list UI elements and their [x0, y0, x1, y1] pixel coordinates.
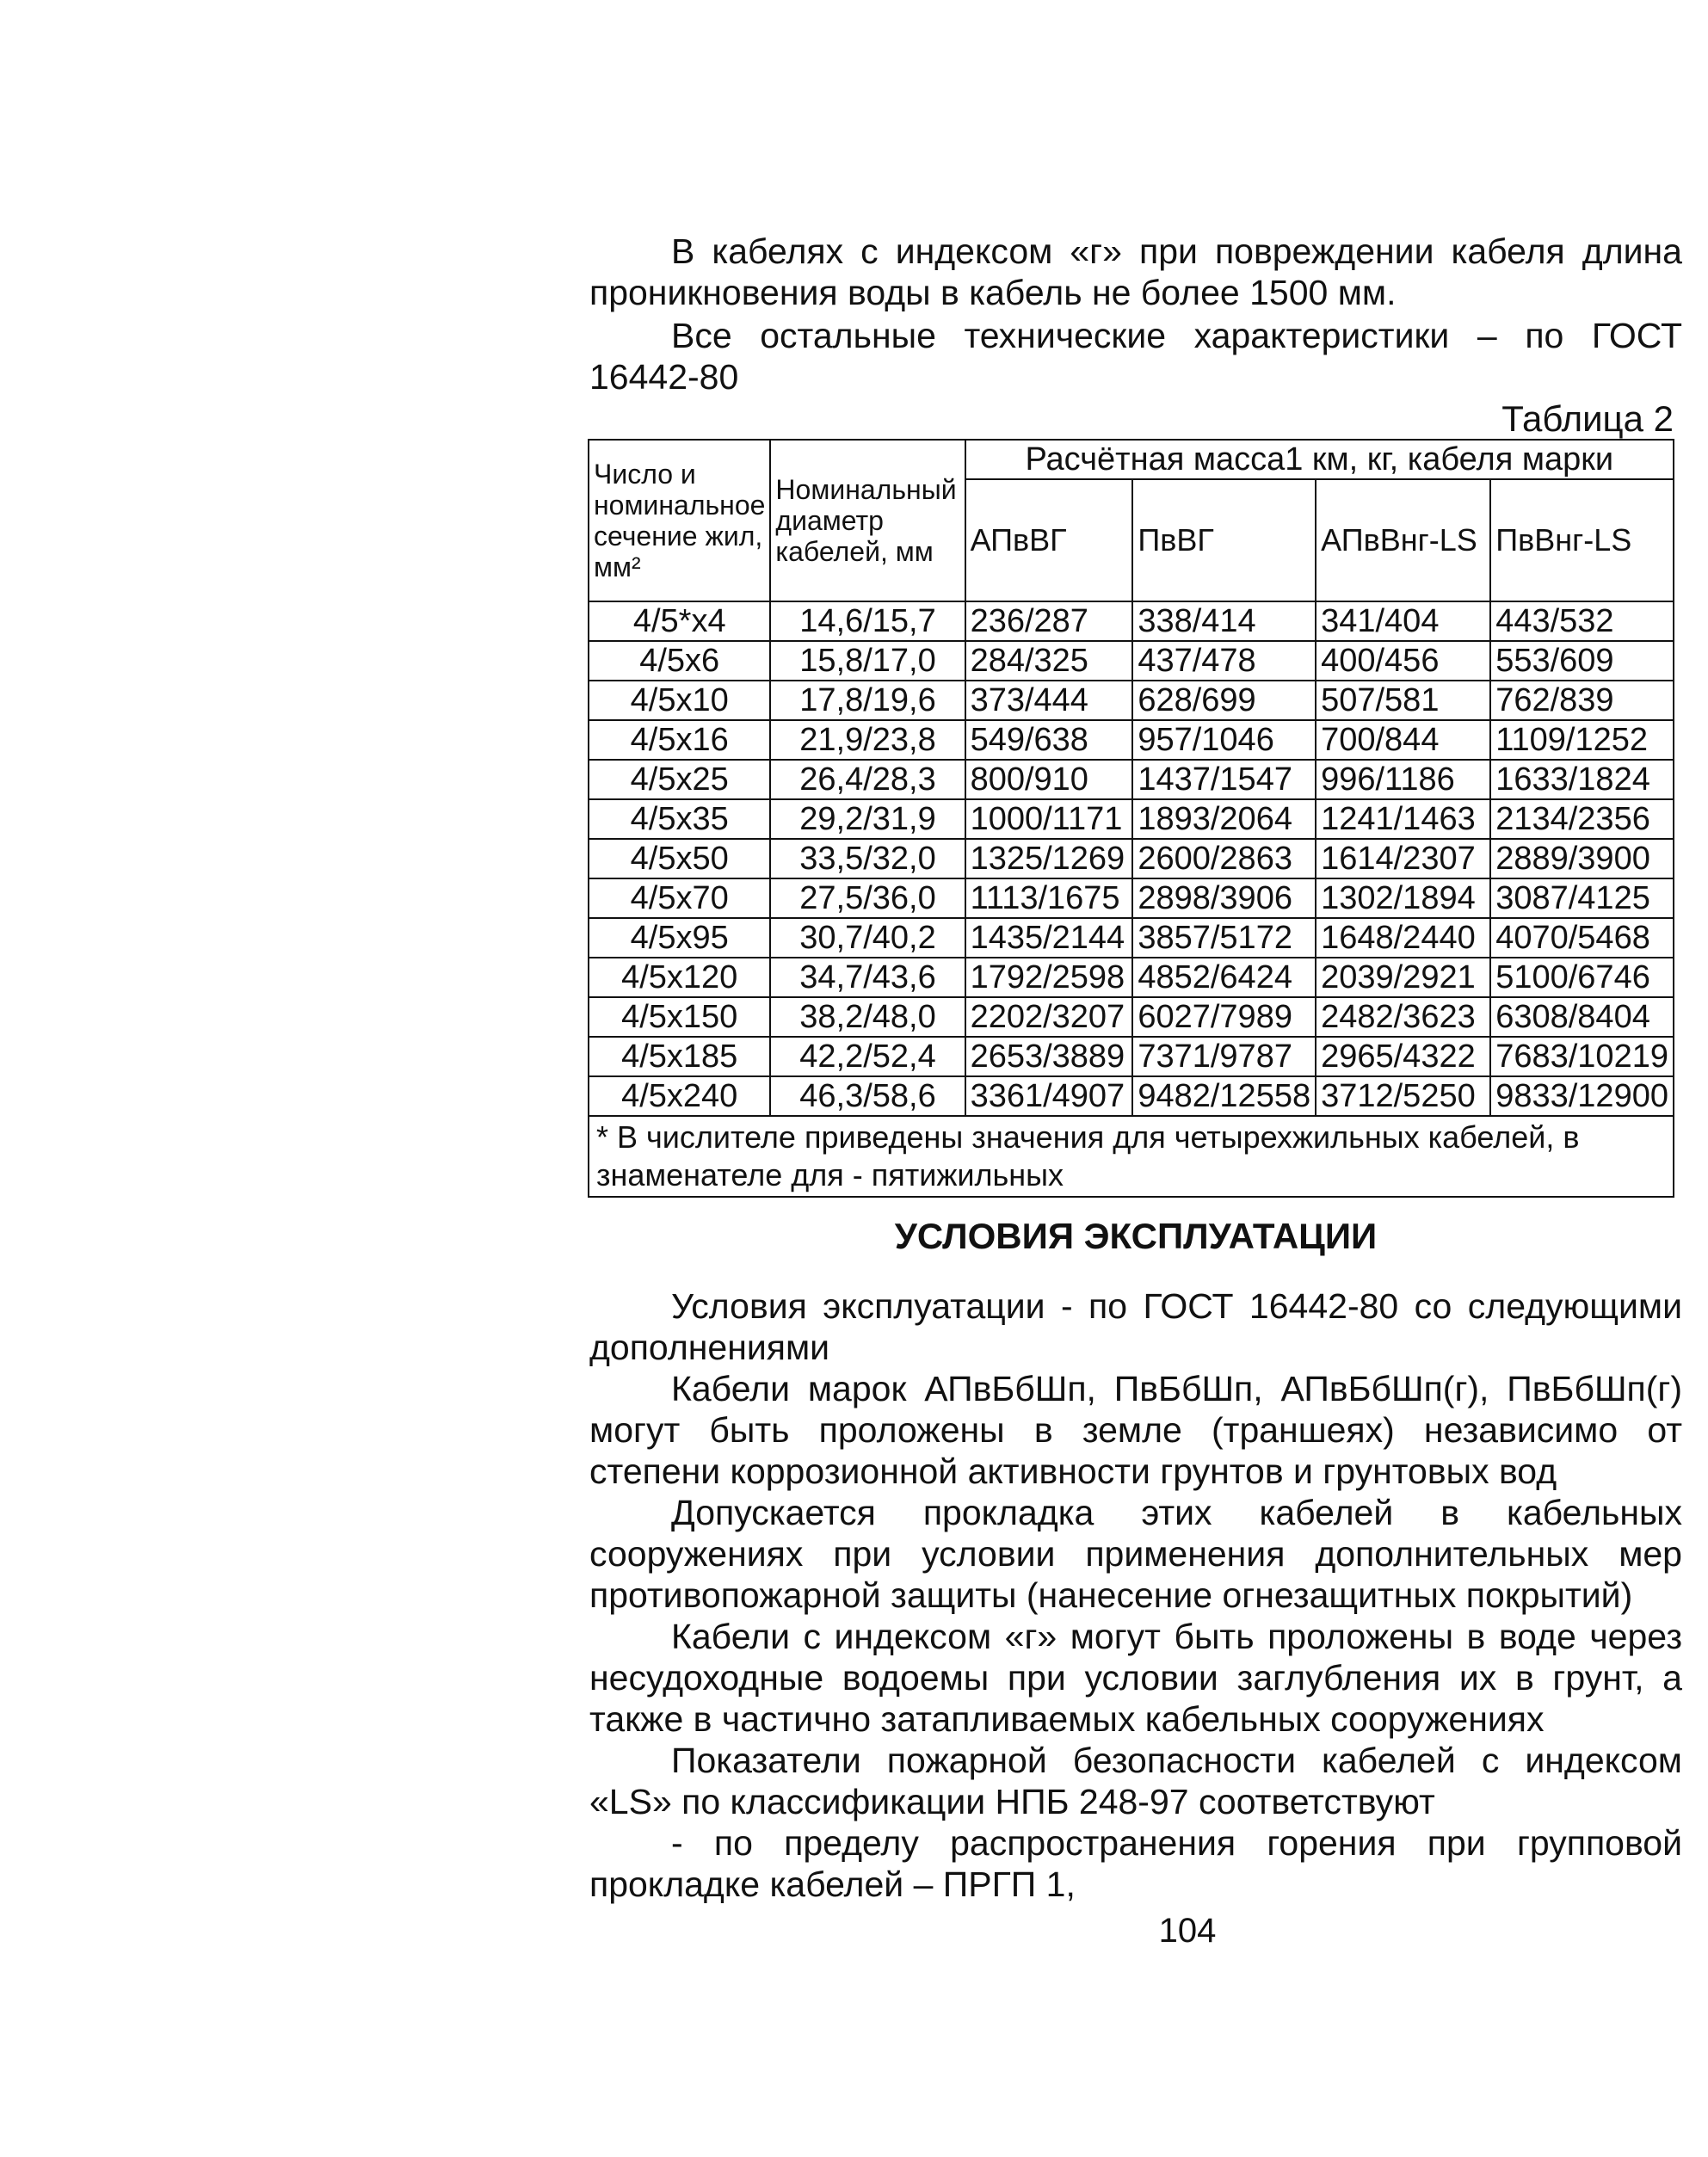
- section-paragraph: Кабели марок АПвБбШп, ПвБбШп, АПвБбШп(г), ПвБбШп(г) могут быть проложены в земле (траншеях) независимо от степени коррозионной активности грунтов и грунтовых вод: [589, 1369, 1682, 1491]
- intro-paragraph-gost: Все остальные технические характеристики – по ГОСТ 16442-80: [589, 316, 1682, 397]
- table-cell: 4/5x240: [589, 1076, 770, 1116]
- table-row: [589, 997, 1674, 1037]
- table-cell: 400/456: [1316, 641, 1490, 681]
- table-cell: 17,8/19,6: [770, 681, 965, 720]
- table-row: [589, 918, 1674, 958]
- table-cell: 4/5x25: [589, 760, 770, 799]
- table-row: [589, 799, 1674, 839]
- table-cell: 4/5x6: [589, 641, 770, 681]
- table-cell: 4/5x70: [589, 878, 770, 918]
- table-cell: 2965/4322: [1316, 1037, 1490, 1076]
- header-diameter: Номинальный диаметр кабелей, мм: [770, 440, 965, 601]
- table-cell: 1113/1675: [965, 878, 1133, 918]
- table-cell: 26,4/28,3: [770, 760, 965, 799]
- table-cell: 4/5*x4: [589, 601, 770, 641]
- table-cell: 1000/1171: [965, 799, 1133, 839]
- table-cell: 4/5x16: [589, 720, 770, 760]
- table-cell: 762/839: [1490, 681, 1674, 720]
- table-cell: 21,9/23,8: [770, 720, 965, 760]
- table-cell: 4/5x10: [589, 681, 770, 720]
- table-cell: 3857/5172: [1132, 918, 1316, 958]
- table-cell: 4/5x95: [589, 918, 770, 958]
- table-cell: 2600/2863: [1132, 839, 1316, 878]
- table-cell: 7683/10219: [1490, 1037, 1674, 1076]
- table-cell: 15,8/17,0: [770, 641, 965, 681]
- table-cell: 9833/12900: [1490, 1076, 1674, 1116]
- section-paragraph: Условия эксплуатации - по ГОСТ 16442-80 со следующими дополнениями: [589, 1286, 1682, 1367]
- header-brand: ПвВГ: [1132, 479, 1316, 601]
- table-cell: 2889/3900: [1490, 839, 1674, 878]
- table-cell: 29,2/31,9: [770, 799, 965, 839]
- table-cell: 9482/12558: [1132, 1076, 1316, 1116]
- table-row: [589, 1076, 1674, 1116]
- header-brand: ПвВнг-LS: [1490, 479, 1674, 601]
- table-caption: Таблица 2: [1501, 398, 1674, 439]
- table-row: [589, 681, 1674, 720]
- table-cell: 437/478: [1132, 641, 1316, 681]
- table-cell: 27,5/36,0: [770, 878, 965, 918]
- table-cell: 2482/3623: [1316, 997, 1490, 1037]
- table-cell: 4852/6424: [1132, 958, 1316, 997]
- table-cell: 1648/2440: [1316, 918, 1490, 958]
- cable-mass-table: [588, 439, 1674, 1198]
- table-row: [589, 839, 1674, 878]
- table-cell: 38,2/48,0: [770, 997, 965, 1037]
- table-cell: 284/325: [965, 641, 1133, 681]
- header-mass-group: Расчётная масса1 км, кг, кабеля марки: [965, 440, 1674, 479]
- table-cell: 373/444: [965, 681, 1133, 720]
- table-cell: 2202/3207: [965, 997, 1133, 1037]
- table-cell: 236/287: [965, 601, 1133, 641]
- table-cell: 800/910: [965, 760, 1133, 799]
- section-paragraph: Кабели с индексом «г» могут быть проложены в воде через несудоходные водоемы при условии заглубления их в грунт, а также в частично затапливаемых кабельных сооружениях: [589, 1617, 1682, 1739]
- table-cell: 4/5x185: [589, 1037, 770, 1076]
- table-cell: 6308/8404: [1490, 997, 1674, 1037]
- table-cell: 42,2/52,4: [770, 1037, 965, 1076]
- table-cell: 507/581: [1316, 681, 1490, 720]
- table-row: [589, 720, 1674, 760]
- table-cell: 341/404: [1316, 601, 1490, 641]
- table-cell: 1109/1252: [1490, 720, 1674, 760]
- header-brand: АПвВГ: [965, 479, 1133, 601]
- table-cell: 4/5x120: [589, 958, 770, 997]
- table-cell: 700/844: [1316, 720, 1490, 760]
- table-row: [589, 760, 1674, 799]
- header-cross-section: Число и номинальное сечение жил, мм²: [589, 440, 770, 601]
- section-paragraph: Показатели пожарной безопасности кабелей с индексом «LS» по классификации НПБ 248-97 соответствуют: [589, 1741, 1682, 1821]
- table-row: [589, 958, 1674, 997]
- table-cell: 3712/5250: [1316, 1076, 1490, 1116]
- section-paragraph: - по пределу распространения горения при групповой прокладке кабелей – ПРГП 1,: [589, 1823, 1682, 1904]
- table-cell: 34,7/43,6: [770, 958, 965, 997]
- table-cell: 46,3/58,6: [770, 1076, 965, 1116]
- table-cell: 549/638: [965, 720, 1133, 760]
- table-cell: 5100/6746: [1490, 958, 1674, 997]
- table-row: [589, 878, 1674, 918]
- table-cell: 2134/2356: [1490, 799, 1674, 839]
- table-cell: 4/5x150: [589, 997, 770, 1037]
- table-cell: 2653/3889: [965, 1037, 1133, 1076]
- table-cell: 1437/1547: [1132, 760, 1316, 799]
- table-cell: 1792/2598: [965, 958, 1133, 997]
- table-cell: 3361/4907: [965, 1076, 1133, 1116]
- page-number: 104: [1158, 1912, 1217, 1950]
- table-cell: 1302/1894: [1316, 878, 1490, 918]
- table-cell: 1893/2064: [1132, 799, 1316, 839]
- table-row: [589, 1037, 1674, 1076]
- table-row: [589, 641, 1674, 681]
- table-cell: 443/532: [1490, 601, 1674, 641]
- table-cell: 1241/1463: [1316, 799, 1490, 839]
- table-cell: 33,5/32,0: [770, 839, 965, 878]
- table-cell: 2898/3906: [1132, 878, 1316, 918]
- table-cell: 14,6/15,7: [770, 601, 965, 641]
- table-cell: 3087/4125: [1490, 878, 1674, 918]
- section-paragraph: Допускается прокладка этих кабелей в кабельных сооружениях при условии применения дополнительных мер противопожарной защиты (нанесение огнезащитных покрытий): [589, 1493, 1682, 1615]
- table-cell: 628/699: [1132, 681, 1316, 720]
- table-cell: 4070/5468: [1490, 918, 1674, 958]
- section-heading: УСЛОВИЯ ЭКСПЛУАТАЦИИ: [894, 1216, 1378, 1256]
- table-cell: 1435/2144: [965, 918, 1133, 958]
- table-cell: 30,7/40,2: [770, 918, 965, 958]
- table-cell: 4/5x50: [589, 839, 770, 878]
- table-cell: 6027/7989: [1132, 997, 1316, 1037]
- table-cell: 996/1186: [1316, 760, 1490, 799]
- table-cell: 553/609: [1490, 641, 1674, 681]
- table-cell: 1633/1824: [1490, 760, 1674, 799]
- header-brand: АПвВнг-LS: [1316, 479, 1490, 601]
- table-cell: 2039/2921: [1316, 958, 1490, 997]
- table-cell: 957/1046: [1132, 720, 1316, 760]
- table-cell: 7371/9787: [1132, 1037, 1316, 1076]
- table-cell: 4/5x35: [589, 799, 770, 839]
- table-cell: 338/414: [1132, 601, 1316, 641]
- table-row: [589, 601, 1674, 641]
- table-cell: 1614/2307: [1316, 839, 1490, 878]
- table-footnote: * В числителе приведены значения для четырехжильных кабелей, в знаменателе для - пятижильных: [589, 1116, 1674, 1197]
- intro-paragraph-water: В кабелях с индексом «г» при повреждении кабеля длина проникновения воды в кабель не более 1500 мм.: [589, 231, 1682, 312]
- table-cell: 1325/1269: [965, 839, 1133, 878]
